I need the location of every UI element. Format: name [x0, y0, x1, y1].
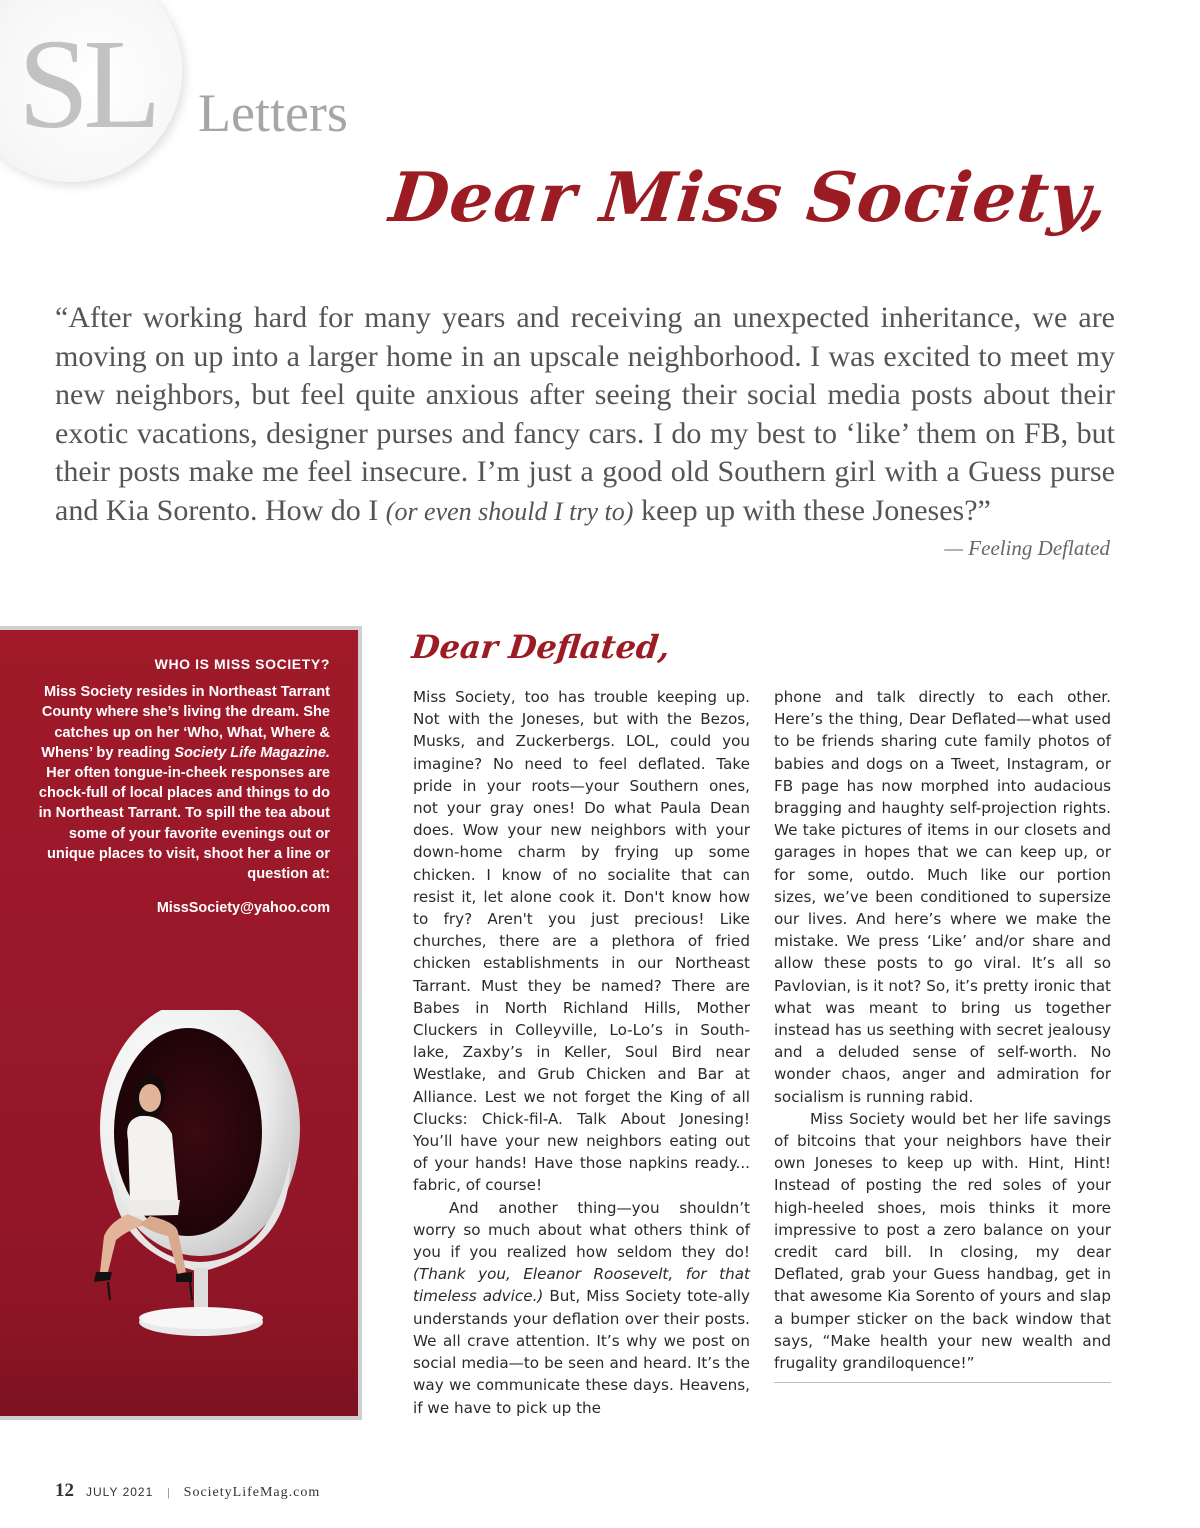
reply-text: But, Miss Society tote-ally understands your deflation over their posts. We all crave attention. It’s why we post on social media—to be seen and heard. It’s the way we communicate these days. Heavens, if we have to pick up the: [413, 1287, 750, 1417]
reader-letter-text-1: “After working hard for many years and receiving an unexpected inheritance, we are moving on up into a larger home in an upscale neighborhood. I was excited to meet my new neighbors, but feel quite anxious after seeing their social media posts about their exotic vacations, designer purses and fancy cars. I do my best to ‘like’ them on FB, but their posts make me feel insecure. I’m just a good old Southern girl with a Guess purse and Kia Sorento. How do I: [55, 301, 1115, 527]
section-badge-letters: SL: [18, 13, 156, 155]
sidebar-bio-text-1: Miss Society resides in Northeast Tarrant County where she’s living the dream. She catches up on her ‘Who, What, Where & Whens’ by reading: [41, 684, 330, 761]
reply-column-2: [774, 686, 1111, 1383]
page-number: 12: [55, 1480, 74, 1501]
reply-paragraph: Miss Society, too has trouble keeping up. Not with the Joneses, but with the Bezos, Musks, and Zuckerbergs. LOL, could you imagine? No need to feel deflated. Take pride in your roots—your Southern ones, not your gray ones! Do what Paula Dean does. Wow your new neighbors with your down-home charm by frying up some chicken. I know of no socialite that can resist it, let alone cook it. Don't know how to fry? Aren't you just precious! Like churches, there are a plethora of fried chicken establishments in our Northeast Tarrant. Must they be named? There are Babes in North Richland Hills, Mother Cluckers in Colleyville, Lo-Lo’s in South-lake, Zaxby’s in Keller, Soul Bird near Westlake, and Grub Chicken and Bar at Alliance. Lest we not forget the King of all Clucks: Chick-fil-A. Talk About Jonesing! You’ll have your new neighbors eating out of your hands! Have those napkins ready... fabric, of course!: [413, 688, 750, 1195]
reply-quote-credit: (Thank you, Eleanor Roosevelt, for that timeless advice.): [413, 1265, 750, 1306]
reply-paragraph: [413, 1197, 750, 1419]
footer-separator: |: [167, 1485, 170, 1499]
reply-paragraph: phone and talk directly to each other. Here’s the thing, Dear Deflated—what used to be friends sharing cute family photos of babies and dogs on a Tweet, Instagram, or FB page has now morphed into audacious bragging and haughty self-projection rights. We take pictures of items in our closets and garages in hopes that we can keep up, or for some, outdo. Much like our portion sizes, we’ve been conditioned to supersize our lives. And here’s where we make the mistake. We press ‘Like’ and/or share and allow these posts to go viral. It’s all so Pavlovian, is it not? So, it’s pretty ironic that what was meant to bring us together instead has us seething with secret jealousy and a deluded sense of self-worth. No wonder chaos, anger and admiration for socialism is running rabid.: [774, 688, 1111, 1106]
issue-date: JULY 2021: [86, 1485, 154, 1499]
reply-paragraph: Miss Society would bet her life savings of bitcoins that your neighbors have their own Joneses to keep up with. Hint, Hint! Instead of posting the red soles of your high-heeled shoes, mois thinks it more impressive to post a zero balance on your credit card bill. In closing, my dear Deflated, grab your Guess handbag, get in that awesome Kia Sorento of yours and slap a bumper sticker on the back window that says, “Make health your new wealth and frugality grandiloquence!”: [774, 1109, 1111, 1373]
sidebar-bio-text-2: Her often tongue-in-cheek responses are chock-full of local places and things to do in Northeast Tarrant. To spill the tea about some of your favorite evenings out or unique places to visit, shoot her a line or question at:: [38, 765, 330, 883]
reader-letter-text-2: keep up with these Joneses?”: [633, 493, 991, 527]
reply-text: And another thing—you shouldn’t worry so much about what others think of you if you realized how seldom they do!: [413, 1198, 750, 1262]
egg-chair-photo: [0, 1010, 358, 1420]
sidebar-bio: [30, 682, 330, 884]
reader-letter-italic: (or even should I try to): [385, 496, 634, 526]
reply-salutation: Dear Deflated,: [410, 628, 672, 666]
letter-signoff: — Feeling Deflated: [944, 536, 1110, 560]
section-title: Letters: [198, 83, 348, 143]
reader-letter: [55, 299, 1115, 531]
about-sidebar: [0, 626, 362, 1420]
sidebar-text: [30, 654, 330, 918]
reply-column-1: [413, 686, 750, 1419]
sidebar-title: WHO IS MISS SOCIETY?: [154, 656, 330, 672]
page-headline: Dear Miss Society,: [385, 158, 1113, 238]
website-link[interactable]: SocietyLifeMag.com: [183, 1485, 321, 1500]
article-end-rule: [774, 1382, 1111, 1383]
page-footer: [55, 1480, 320, 1502]
magazine-name: Society Life Magazine.: [174, 744, 330, 761]
contact-email[interactable]: MissSociety@yahoo.com: [156, 900, 330, 917]
